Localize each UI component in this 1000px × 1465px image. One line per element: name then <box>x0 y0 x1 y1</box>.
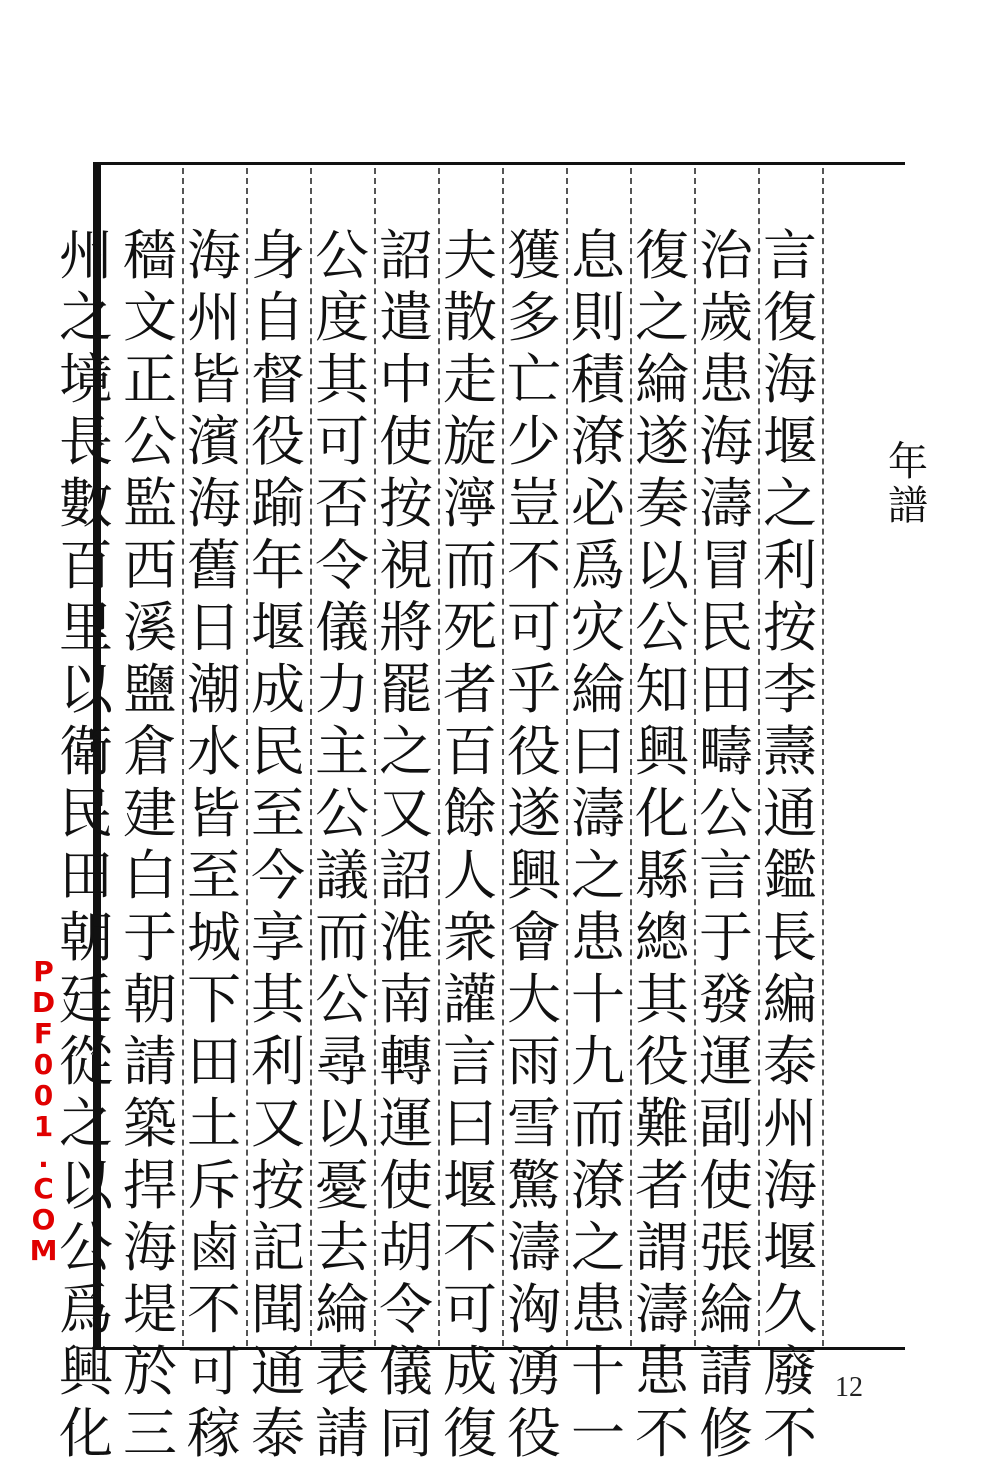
character: 濘 <box>443 472 497 535</box>
character: 境 <box>59 348 113 411</box>
character: 使 <box>379 1154 433 1217</box>
character: 泰 <box>763 1030 817 1093</box>
character: 轉 <box>379 1030 433 1093</box>
character: 利 <box>251 1030 305 1093</box>
character: 獲 <box>507 224 561 287</box>
character: 副 <box>699 1092 753 1155</box>
watermark: PDF001.COM <box>27 955 60 1265</box>
character: 今 <box>251 844 305 907</box>
character: 可 <box>507 596 561 659</box>
character: 州 <box>59 224 113 287</box>
character: 死 <box>443 596 497 659</box>
edge-label <box>888 440 928 528</box>
character: 同 <box>379 1402 433 1465</box>
character: 請 <box>699 1340 753 1403</box>
character: 衛 <box>59 720 113 783</box>
character: 綸 <box>635 348 689 411</box>
character: 之 <box>379 720 433 783</box>
character: 長 <box>763 906 817 969</box>
edge-label-char: 譜 <box>888 483 928 529</box>
character: 鹽 <box>123 658 177 721</box>
character: 廢 <box>763 1340 817 1403</box>
character: 數 <box>59 472 113 535</box>
character: 言 <box>699 844 753 907</box>
character: 通 <box>763 782 817 845</box>
character: 泰 <box>251 1402 305 1465</box>
character: 公 <box>635 596 689 659</box>
character: 海 <box>123 1216 177 1279</box>
text-column <box>694 224 758 1465</box>
text-column <box>310 224 374 1465</box>
character: 之 <box>59 1092 113 1155</box>
character: 可 <box>443 1278 497 1341</box>
character: 復 <box>763 286 817 349</box>
character: 西 <box>123 534 177 597</box>
character: 身 <box>251 224 305 287</box>
character: 議 <box>315 844 369 907</box>
character: 患 <box>699 348 753 411</box>
character: 興 <box>59 1340 113 1403</box>
character: 役 <box>507 1402 561 1465</box>
text-column <box>566 224 630 1465</box>
character: 濤 <box>507 1216 561 1279</box>
character: 堰 <box>251 596 305 659</box>
character: 視 <box>379 534 433 597</box>
character: 州 <box>763 1092 817 1155</box>
character: 知 <box>635 658 689 721</box>
character: 去 <box>315 1216 369 1279</box>
character: 之 <box>59 286 113 349</box>
character: 長 <box>59 410 113 473</box>
character: 其 <box>251 968 305 1031</box>
character: 奏 <box>635 472 689 535</box>
character: 而 <box>443 534 497 597</box>
character: 民 <box>699 596 753 659</box>
character: 三 <box>123 1402 177 1465</box>
character: 復 <box>635 224 689 287</box>
character: 建 <box>123 782 177 845</box>
character: 中 <box>379 348 433 411</box>
character: 運 <box>379 1092 433 1155</box>
character: 曰 <box>571 720 625 783</box>
character: 海 <box>699 410 753 473</box>
text-column <box>246 224 310 1465</box>
character: 張 <box>699 1216 753 1279</box>
character: 城 <box>187 906 241 969</box>
character: 力 <box>315 658 369 721</box>
character: 言 <box>443 1030 497 1093</box>
character: 令 <box>315 534 369 597</box>
character: 潦 <box>571 1154 625 1217</box>
character: 下 <box>187 968 241 1031</box>
character: 役 <box>635 1030 689 1093</box>
character: 可 <box>187 1340 241 1403</box>
text-column <box>374 224 438 1465</box>
character: 表 <box>315 1340 369 1403</box>
character: 監 <box>123 472 177 535</box>
character: 可 <box>315 410 369 473</box>
character: 興 <box>507 844 561 907</box>
character: 憂 <box>315 1154 369 1217</box>
character: 使 <box>379 410 433 473</box>
character: 按 <box>763 596 817 659</box>
character: 田 <box>699 658 753 721</box>
character: 水 <box>187 720 241 783</box>
character: 以 <box>59 658 113 721</box>
character: 少 <box>507 410 561 473</box>
character: 請 <box>315 1402 369 1465</box>
character: 不 <box>443 1216 497 1279</box>
character: 田 <box>59 844 113 907</box>
character: 散 <box>443 286 497 349</box>
character: 者 <box>443 658 497 721</box>
character: 朝 <box>59 906 113 969</box>
character: 而 <box>571 1092 625 1155</box>
character: 主 <box>315 720 369 783</box>
character: 聞 <box>251 1278 305 1341</box>
character: 遂 <box>507 782 561 845</box>
character: 通 <box>251 1340 305 1403</box>
character: 十 <box>571 968 625 1031</box>
character: 請 <box>123 1030 177 1093</box>
character: 堰 <box>763 1216 817 1279</box>
character: 編 <box>763 968 817 1031</box>
character: 冒 <box>699 534 753 597</box>
character: 朝 <box>123 968 177 1031</box>
character: 其 <box>315 348 369 411</box>
character: 公 <box>59 1216 113 1279</box>
character: 記 <box>251 1216 305 1279</box>
character: 公 <box>315 224 369 287</box>
text-column <box>630 224 694 1465</box>
character: 舊 <box>187 534 241 597</box>
character: 走 <box>443 348 497 411</box>
character: 鹵 <box>187 1216 241 1279</box>
character: 公 <box>123 410 177 473</box>
character: 大 <box>507 968 561 1031</box>
character: 謂 <box>635 1216 689 1279</box>
character: 役 <box>251 410 305 473</box>
character: 曰 <box>443 1092 497 1155</box>
character: 修 <box>699 1402 753 1465</box>
character: 爲 <box>571 534 625 597</box>
character: 亡 <box>507 348 561 411</box>
character: 運 <box>699 1030 753 1093</box>
character: 詔 <box>379 844 433 907</box>
character: 縣 <box>635 844 689 907</box>
character: 尋 <box>315 1030 369 1093</box>
character: 海 <box>763 1154 817 1217</box>
character: 衆 <box>443 906 497 969</box>
character: 溪 <box>123 596 177 659</box>
character: 言 <box>763 224 817 287</box>
character: 公 <box>699 782 753 845</box>
character: 以 <box>635 534 689 597</box>
character: 綸 <box>315 1278 369 1341</box>
character: 年 <box>251 534 305 597</box>
character: 淮 <box>379 906 433 969</box>
character: 廷 <box>59 968 113 1031</box>
character: 積 <box>571 348 625 411</box>
text-column <box>54 224 118 1465</box>
character: 土 <box>187 1092 241 1155</box>
character: 潦 <box>571 410 625 473</box>
character: 百 <box>443 720 497 783</box>
character: 儀 <box>315 596 369 659</box>
character: 捍 <box>123 1154 177 1217</box>
character: 不 <box>187 1278 241 1341</box>
character: 督 <box>251 348 305 411</box>
character: 驚 <box>507 1154 561 1217</box>
character: 餘 <box>443 782 497 845</box>
character: 海 <box>763 348 817 411</box>
character: 日 <box>187 596 241 659</box>
character: 燾 <box>763 720 817 783</box>
character: 患 <box>571 906 625 969</box>
character: 讙 <box>443 968 497 1031</box>
character: 之 <box>635 286 689 349</box>
character: 一 <box>571 1402 625 1465</box>
character: 斥 <box>187 1154 241 1217</box>
character: 于 <box>123 906 177 969</box>
character: 里 <box>59 596 113 659</box>
character: 否 <box>315 472 369 535</box>
character: 正 <box>123 348 177 411</box>
character: 不 <box>635 1402 689 1465</box>
character: 不 <box>507 534 561 597</box>
character: 海 <box>187 224 241 287</box>
page-number: 12 <box>835 1372 863 1403</box>
character: 白 <box>123 844 177 907</box>
character: 綸 <box>699 1278 753 1341</box>
character: 必 <box>571 472 625 535</box>
character: 發 <box>699 968 753 1031</box>
character: 將 <box>379 596 433 659</box>
character: 公 <box>315 968 369 1031</box>
character: 久 <box>763 1278 817 1341</box>
character: 濤 <box>635 1278 689 1341</box>
character: 百 <box>59 534 113 597</box>
edge-label-char: 年 <box>888 439 928 485</box>
character: 之 <box>571 844 625 907</box>
character: 皆 <box>187 782 241 845</box>
character: 穡 <box>123 224 177 287</box>
character: 雪 <box>507 1092 561 1155</box>
character: 則 <box>571 286 625 349</box>
character: 復 <box>443 1402 497 1465</box>
character: 令 <box>379 1278 433 1341</box>
character: 患 <box>571 1278 625 1341</box>
character: 多 <box>507 286 561 349</box>
character: 役 <box>507 720 561 783</box>
character: 堰 <box>763 410 817 473</box>
character: 至 <box>251 782 305 845</box>
character: 稼 <box>187 1402 241 1465</box>
text-column <box>502 224 566 1465</box>
character: 州 <box>187 286 241 349</box>
character: 按 <box>251 1154 305 1217</box>
character: 利 <box>763 534 817 597</box>
character: 夫 <box>443 224 497 287</box>
character: 濱 <box>187 410 241 473</box>
character: 按 <box>379 472 433 535</box>
character: 築 <box>123 1092 177 1155</box>
character: 人 <box>443 844 497 907</box>
character: 堰 <box>443 1154 497 1217</box>
character: 至 <box>187 844 241 907</box>
character: 爲 <box>59 1278 113 1341</box>
character: 倉 <box>123 720 177 783</box>
character: 田 <box>187 1030 241 1093</box>
character: 度 <box>315 286 369 349</box>
character: 之 <box>571 1216 625 1279</box>
column-separator <box>822 168 824 1346</box>
character: 于 <box>699 906 753 969</box>
character: 於 <box>123 1340 177 1403</box>
character: 濤 <box>571 782 625 845</box>
character: 又 <box>251 1092 305 1155</box>
character: 罷 <box>379 658 433 721</box>
character: 十 <box>571 1340 625 1403</box>
character: 九 <box>571 1030 625 1093</box>
character: 遣 <box>379 286 433 349</box>
character: 豈 <box>507 472 561 535</box>
character: 洶 <box>507 1278 561 1341</box>
character: 雨 <box>507 1030 561 1093</box>
character: 其 <box>635 968 689 1031</box>
character: 使 <box>699 1154 753 1217</box>
character: 享 <box>251 906 305 969</box>
character: 堤 <box>123 1278 177 1341</box>
character: 湧 <box>507 1340 561 1403</box>
text-column <box>118 224 182 1465</box>
character: 自 <box>251 286 305 349</box>
character: 治 <box>699 224 753 287</box>
character: 旋 <box>443 410 497 473</box>
character: 濤 <box>699 472 753 535</box>
character: 歲 <box>699 286 753 349</box>
text-column <box>438 224 502 1465</box>
character: 南 <box>379 968 433 1031</box>
character: 會 <box>507 906 561 969</box>
character: 疇 <box>699 720 753 783</box>
character: 患 <box>635 1340 689 1403</box>
character: 從 <box>59 1030 113 1093</box>
character: 成 <box>443 1340 497 1403</box>
character: 綸 <box>571 658 625 721</box>
character: 以 <box>59 1154 113 1217</box>
text-column <box>182 224 246 1465</box>
character: 又 <box>379 782 433 845</box>
character: 成 <box>251 658 305 721</box>
character: 而 <box>315 906 369 969</box>
character: 者 <box>635 1154 689 1217</box>
character: 不 <box>763 1402 817 1465</box>
character: 難 <box>635 1092 689 1155</box>
character: 之 <box>763 472 817 535</box>
character: 胡 <box>379 1216 433 1279</box>
character: 踰 <box>251 472 305 535</box>
character: 化 <box>635 782 689 845</box>
character: 詔 <box>379 224 433 287</box>
character: 息 <box>571 224 625 287</box>
character: 儀 <box>379 1340 433 1403</box>
character: 以 <box>315 1092 369 1155</box>
character: 興 <box>635 720 689 783</box>
character: 海 <box>187 472 241 535</box>
character: 公 <box>315 782 369 845</box>
character: 化 <box>59 1402 113 1465</box>
character: 民 <box>251 720 305 783</box>
character: 遂 <box>635 410 689 473</box>
character: 民 <box>59 782 113 845</box>
character: 乎 <box>507 658 561 721</box>
character: 文 <box>123 286 177 349</box>
character: 鑑 <box>763 844 817 907</box>
character: 灾 <box>571 596 625 659</box>
character: 總 <box>635 906 689 969</box>
text-column <box>758 224 822 1465</box>
character: 皆 <box>187 348 241 411</box>
character: 潮 <box>187 658 241 721</box>
character: 李 <box>763 658 817 721</box>
